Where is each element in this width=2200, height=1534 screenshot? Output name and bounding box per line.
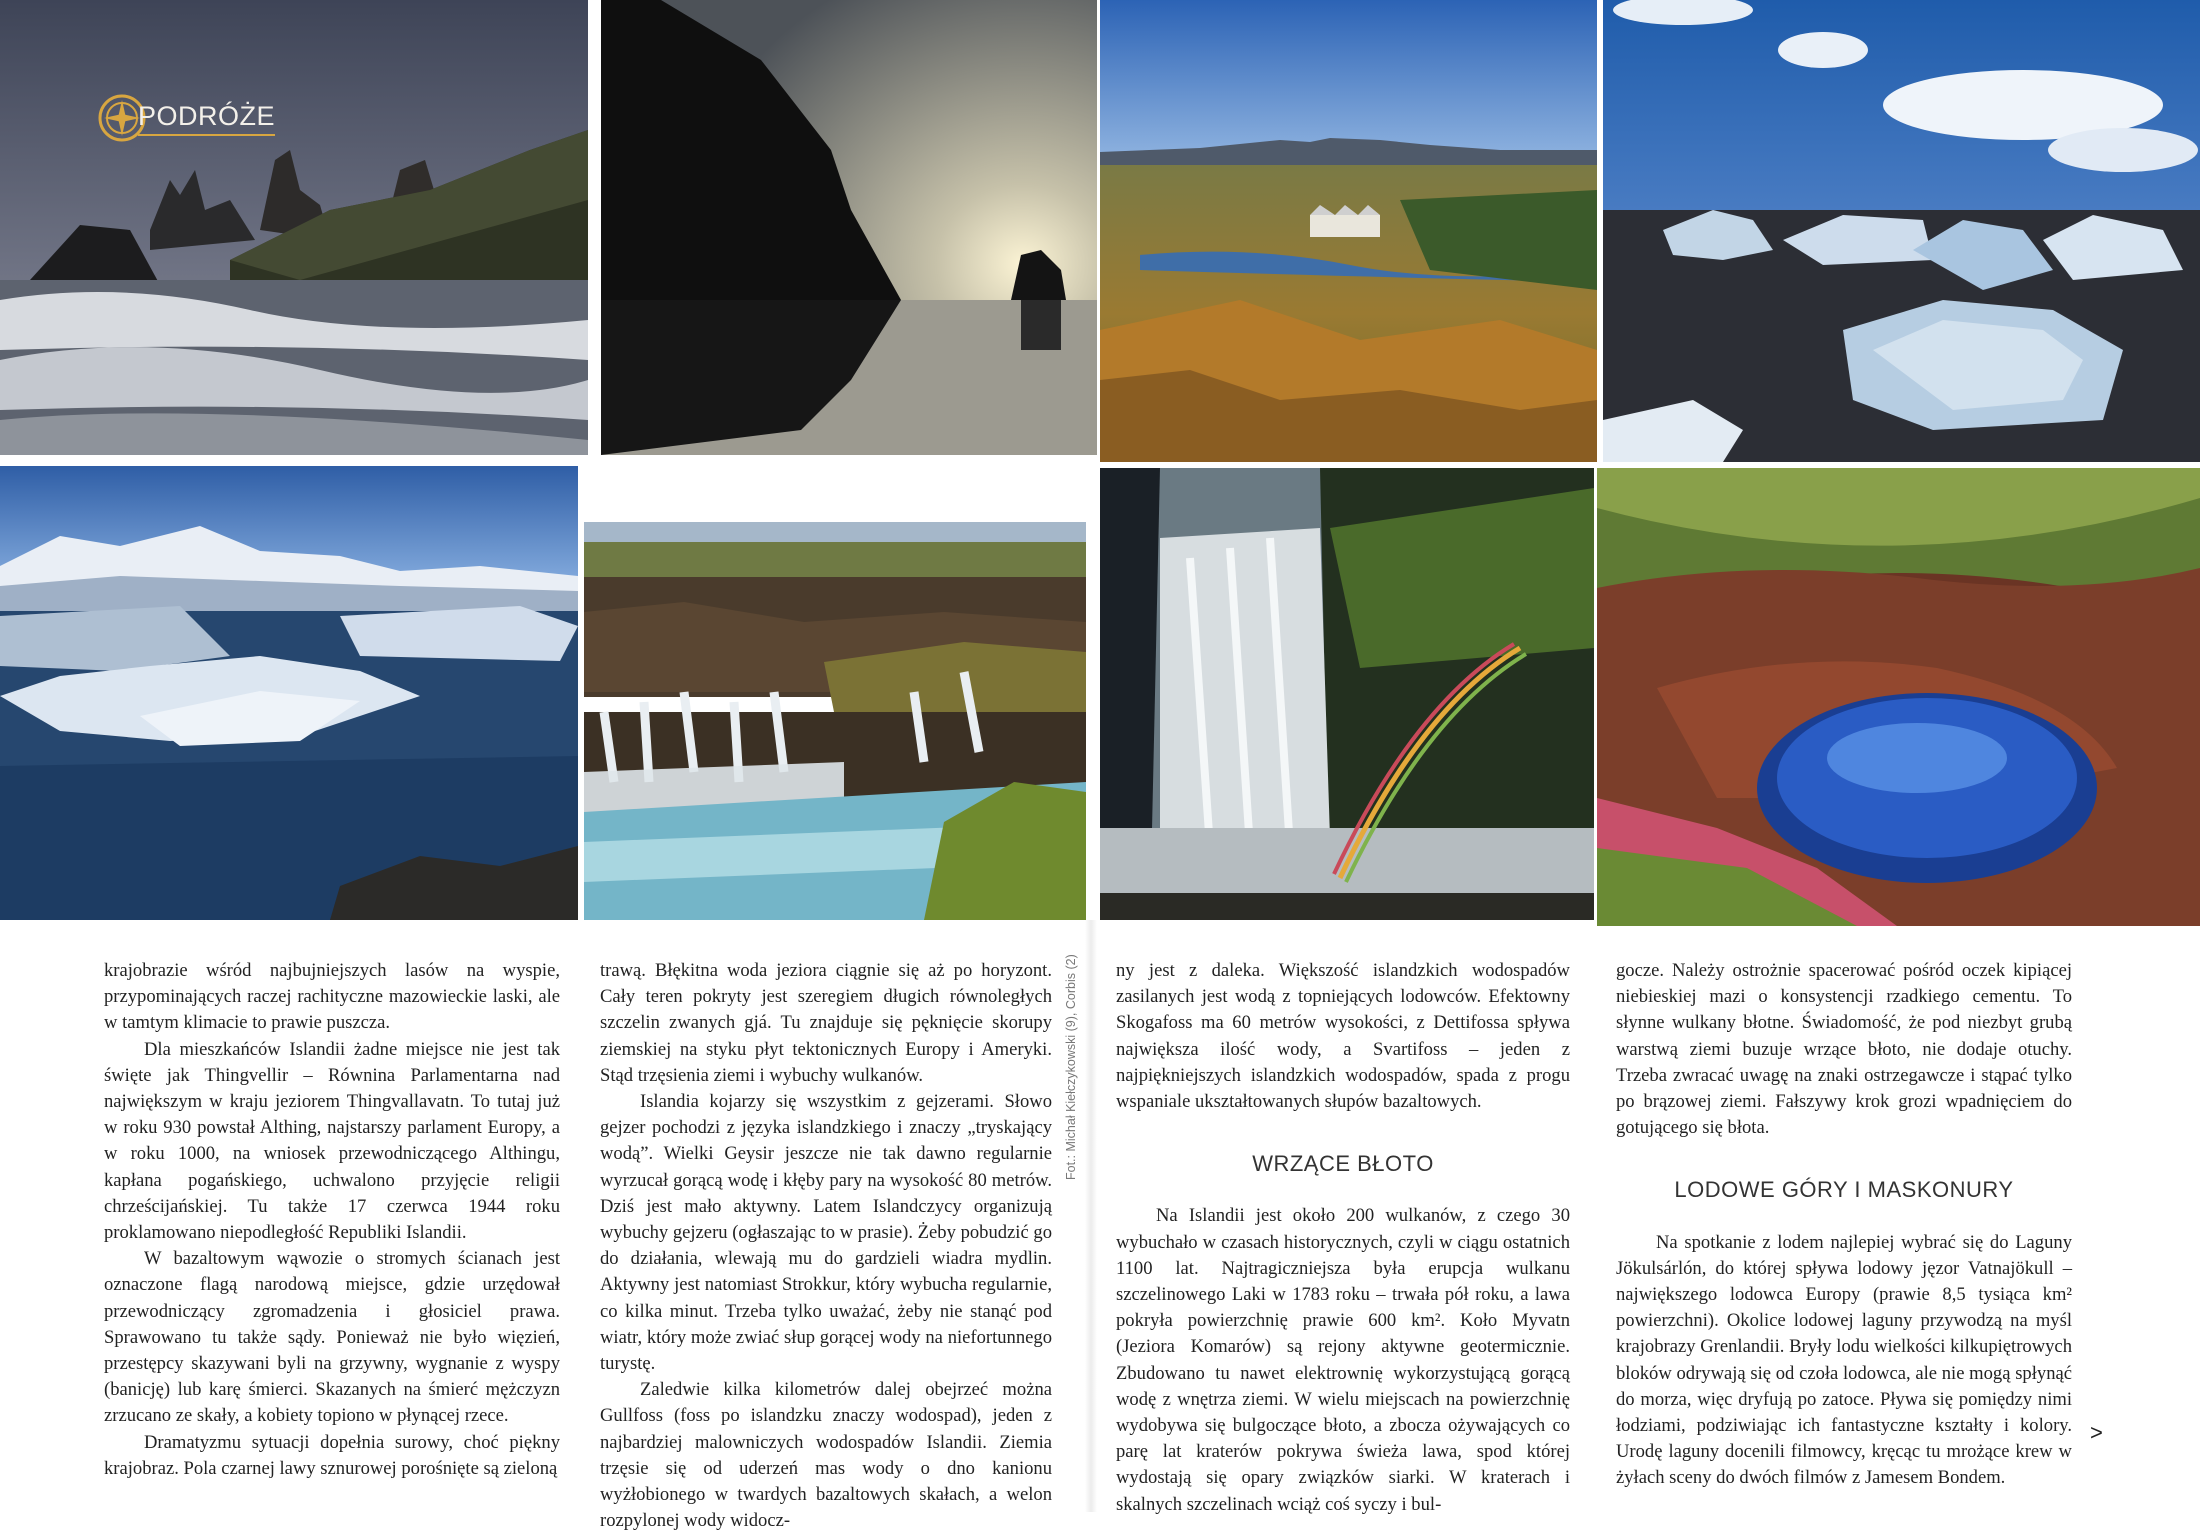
section-heading: WRZĄCE BŁOTO: [1252, 1151, 1434, 1177]
section-label: PODRÓŻE: [138, 101, 275, 136]
paragraph: ny jest z daleka. Większość islandzkich wodospadów zasilanych jest wodą z topniejących lodowców. Efektowny Skogafoss ma 60 metrów wysokości, z Dettifossa spływa największa ilość wody, a Svartifoss – jeden z najpiękniejszych islandzkich wodospadów, spada z progu wspaniale ukształtowanych słupów bazaltowych.: [1116, 960, 1570, 1113]
photo-basalt-sea-stacks: [0, 0, 588, 455]
photo-icebergs-black-beach: [1603, 0, 2200, 462]
paragraph: krajobrazie wśród najbujniejszych lasów na wyspie, przypominających raczej rachityczne mazowieckie laski, ale w tamtym klimacie to prawie puszcza.: [104, 960, 560, 1034]
text-column-1: [104, 958, 560, 1482]
paragraph: Islandia kojarzy się wszystkim z gejzerami. Słowo gejzer pochodzi z języka islandzkiego i znaczy „tryskający wodą”. Wielki Geysir jeszcze nie tak dawno regularnie wyrzucał gorącą wodę i kłęby pary na wysokość 80 metrów. Dziś jest mało aktywny. Latem Islandczycy organizują wybuchy gejzeru (ogłaszając to w prasie). Żeby pobudzić go do działania, wlewają mu do gardzieli wiadra mydlin. Aktywny jest natomiast Strokkur, który wybucha regularnie, co kilka minut. Trzeba tylko uważać, żeby nie stanąć pod wiatr, który może zwiać słup gorącej wody na niefortunnego turystę.: [600, 1091, 1052, 1375]
photo-cliff-silhouette-sunset: [601, 0, 1097, 455]
photo-glacier-lagoon: [0, 466, 578, 920]
text-column-4: [1616, 958, 2072, 1492]
photo-hraunfossar-waterfalls: [584, 522, 1086, 920]
page-gutter: [1085, 920, 1097, 1512]
photo-kerid-crater-lake: [1597, 468, 2200, 926]
text-column-2: [600, 958, 1052, 1534]
paragraph: W bazaltowym wąwozie o stromych ścianach jest oznaczone flagą narodową miejsce, gdzie urzędował przewodniczący zgromadzenia i głosiciel prawa. Sprawowano tu także sądy. Ponieważ nie było więzień, przestępcy skazywani byli na grzywny, wygnanie z wyspy (banicję) lub karę śmierci. Skazanych na śmierć mężczyzn zrzucano ze skały, a kobiety topiono w płynącej rzece.: [104, 1248, 560, 1427]
photo-skogafoss-rainbow: [1100, 468, 1594, 920]
photo-credit: Fot.: Michał Kiełczykowski (9), Corbis (2): [1064, 954, 1078, 1180]
paragraph: Na Islandii jest około 200 wulkanów, z czego 30 wybuchało w czasach historycznych, czyli w ciągu ostatnich 1100 lat. Najtragiczniejsza była erupcja wulkanu szczelinowego Laki w 1783 roku – trwała pół roku, a lawa pokryła powierzchnię prawie 600 km². Koło Myvatn (Jeziora Komarów) są rejony aktywne geotermicznie. Zbudowano tu nawet elektrownię wykorzystującą gorącą wodę z wnętrza ziemi. W wielu miejscach na powierzchnię wydobywa się bulgoczące błoto, a zbocza ożywających co parę lat kraterów pokrywa świeża lawa, spod której wydostają się opary związków siarki. W kraterach i skalnych szczelinach wciąż coś syczy i bul-: [1116, 1205, 1570, 1515]
paragraph: gocze. Należy ostrożnie spacerować pośród oczek kipiącej niebieskiej mazi o konsystencji rzadkiego cementu. To słynne wulkany błotne. Świadomość, że pod niezbyt grubą warstwą ziemi buzuje wrzące błoto, nie dodaje otuchy. Trzeba zwracać uwagę na znaki ostrzegawcze i stąpać tylko po brązowej ziemi. Fałszywy krok grozi wpadnięciem do gotującego się błota.: [1616, 960, 2072, 1139]
paragraph: Zaledwie kilka kilometrów dalej obejrzeć można Gullfoss (foss po islandzku znaczy wodospad), jeden z najbardziej malowniczych wodospadów Islandii. Ziemia trzęsie się od uderzeń mas wody o dno kanionu wyżłobionego w twardych bazaltowych skałach, a welon rozpylonej wody widocz-: [600, 1379, 1052, 1532]
paragraph: Dla mieszkańców Islandii żadne miejsce nie jest tak święte jak Thingvellir – Równina Parlamentarna nad największym w kraju jeziorem Thingvallavatn. To tutaj już w roku 930 powstał Althing, najstarszy parlament Europy, a w roku 1000, na wniosek przewodniczącego Althingu, kapłana pogańskiego, uchwalono przyjęcie religii chrześcijańskiej. Tu także 17 czerwca 1944 roku proklamowano niepodległość Republiki Islandii.: [104, 1038, 560, 1244]
section-heading: LODOWE GÓRY I MASKONURY: [1674, 1177, 2014, 1203]
section-header: [96, 92, 275, 144]
next-page-arrow[interactable]: >: [2090, 1420, 2103, 1445]
paragraph: trawą. Błękitna woda jeziora ciągnie się aż po horyzont. Cały teren pokryty jest szeregiem długich równoległych szczelin zwanych gjá. Tu znajduje się pęknięcie skorupy ziemskiej na styku płyt tektonicznych Europy i Ameryki. Stąd trzęsienia ziemi i wybuchy wulkanów.: [600, 960, 1052, 1086]
text-column-3: [1116, 958, 1570, 1518]
paragraph: Dramatyzmu sytuacji dopełnia surowy, choć piękny krajobraz. Pola czarnej lawy sznurowej porośnięte są zieloną: [104, 1431, 560, 1479]
photo-thingvellir-landscape: [1100, 0, 1597, 462]
paragraph: Na spotkanie z lodem najlepiej wybrać się do Laguny Jökulsárlón, do której spływa lodowy jęzor Vatnajökull – największego lodowca Europy (prawie 8,5 tysiąca km² powierzchni). Okolice lodowej laguny przywodzą na myśl krajobrazy Grenlandii. Bryły lodu wielkości kilkupiętrowych bloków odrywają się od czoła lodowca, ale nie mogą spłynąć do morza, więc dryfują po zatoce. Pływa się pomiędzy nimi łodziami, podziwiając ich fantastyczne kształty i kolory. Urodę laguny docenili filmowcy, kręcąc tu mrożące krew w żyłach sceny do dwóch filmów z Jamesem Bondem.: [1616, 1231, 2072, 1489]
